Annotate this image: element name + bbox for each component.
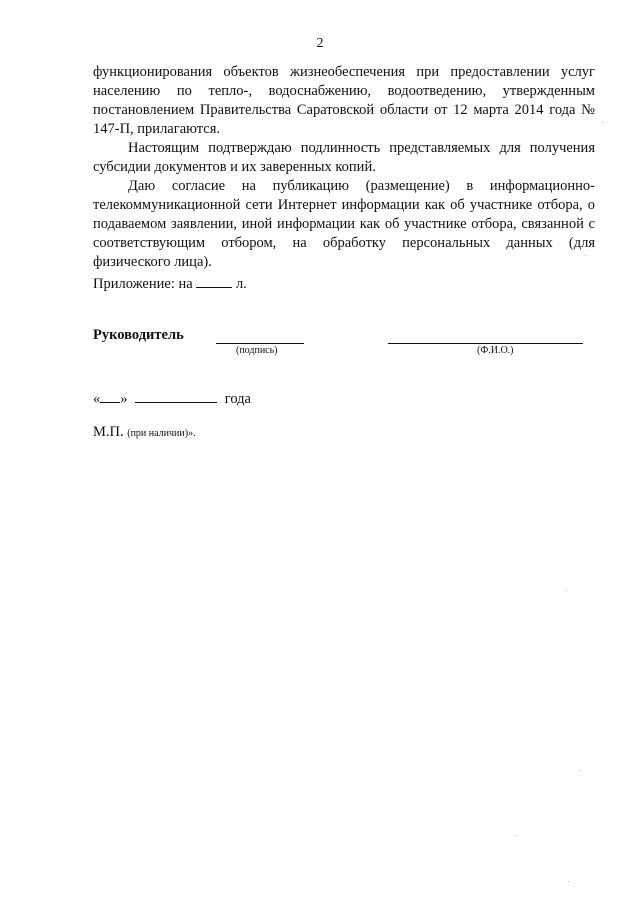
attachment-suffix: л. bbox=[235, 276, 247, 292]
stamp-note: (при наличии)». bbox=[127, 428, 196, 439]
signature-line bbox=[216, 343, 304, 344]
attachment-line bbox=[93, 275, 247, 293]
signature-block bbox=[93, 327, 593, 367]
paragraph-authenticity: Настоящим подтверждаю подлинность представляемых для получения субсидии документов и их заверенных копий. bbox=[93, 140, 595, 175]
scan-speck bbox=[585, 255, 586, 256]
date-close-quote: » bbox=[120, 391, 128, 407]
scan-speck bbox=[568, 881, 569, 882]
scan-speck bbox=[516, 835, 517, 836]
signature-caption: (подпись) bbox=[236, 345, 278, 356]
scan-speck bbox=[580, 770, 581, 771]
attachment-pages-blank bbox=[196, 275, 232, 288]
date-suffix: года bbox=[224, 391, 251, 407]
attachment-prefix: Приложение: на bbox=[93, 276, 193, 292]
date-month-blank bbox=[135, 390, 217, 403]
scan-speck bbox=[566, 590, 567, 591]
body-text bbox=[93, 63, 595, 272]
page-number: 2 bbox=[316, 36, 324, 51]
signature-title: Руководитель bbox=[93, 327, 184, 343]
date-line bbox=[93, 390, 251, 408]
paragraph-consent: Даю согласие на публикацию (размещение) в информационно-телекоммуникационной сети Интернет информации как об участнике отбора, о подаваемом заявлении, иной информации как об участнике отбора, связанной с соответствующим отбором, на обработку персональных данных (для физического лица). bbox=[93, 178, 595, 270]
date-open-quote: « bbox=[93, 391, 101, 407]
fio-caption: (Ф.И.О.) bbox=[477, 345, 514, 356]
fio-line bbox=[388, 343, 583, 344]
stamp-label: М.П. bbox=[93, 424, 124, 440]
scan-speck bbox=[602, 122, 603, 123]
date-day-blank bbox=[100, 390, 120, 403]
stamp-line bbox=[93, 424, 196, 441]
paragraph-continuation: функционирования объектов жизнеобеспечения при предоставлении услуг населению по тепло-, водоснабжению, водоотведению, утвержденным постановлением Правительства Саратовской области от 12 марта 2014 года № 147-П, прилагаются. bbox=[93, 64, 595, 137]
